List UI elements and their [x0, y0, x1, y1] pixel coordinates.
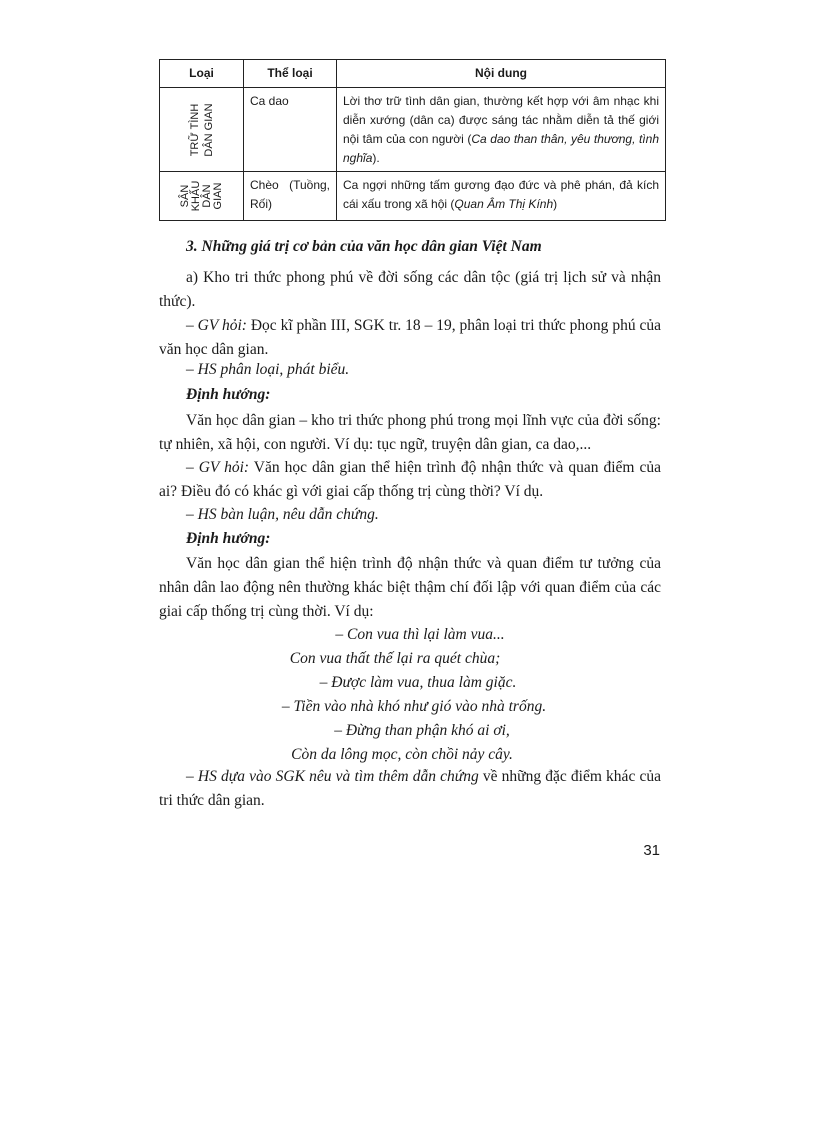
type-vertical-label: SÂN KHẤU DÂN GIAN	[178, 180, 224, 212]
header-genre: Thể loại	[244, 60, 337, 88]
guidance-label: Định hướng:	[186, 386, 271, 403]
genre-cell: Chèo (Tuồng, Rối)	[244, 172, 337, 221]
header-content: Nội dung	[337, 60, 666, 88]
table-row	[160, 172, 666, 221]
type-cell	[160, 172, 244, 221]
poem-line: Còn da lông mọc, còn chồi nảy cây.	[291, 746, 513, 763]
genre-cell: Ca dao	[244, 88, 337, 172]
paragraph-knowledge: a) Kho tri thức phong phú về đời sống các dân tộc (giá trị lịch sử và nhận thức).	[159, 269, 661, 310]
type-vertical-label: TRỮ TÌNH DÂN GIAN	[188, 102, 215, 157]
poem-line: Con vua thất thế lại ra quét chùa;	[289, 650, 501, 667]
student-task: – HS phân loại, phát biểu.	[186, 361, 350, 378]
guidance-paragraph: Văn học dân gian thể hiện trình độ nhận thức và quan điểm tư tưởng của nhân dân lao động nên thường khác biệt thậm chí đối lập với quan điểm của các giai cấp thống trị cùng thời. Ví dụ:	[159, 555, 661, 620]
poem-line: – Được làm vua, thua làm giặc.	[319, 674, 517, 691]
type-cell	[160, 88, 244, 172]
page-number: 31	[643, 842, 660, 859]
student-task: – HS bàn luận, nêu dẫn chứng.	[186, 506, 379, 523]
guidance-paragraph: Văn học dân gian – kho tri thức phong phú trong mọi lĩnh vực của đời sống: tự nhiên, xã hội, con người. Ví dụ: tục ngữ, truyện dân gian, ca dao,...	[159, 412, 661, 453]
content-table	[159, 59, 666, 221]
table-row	[160, 88, 666, 172]
poem-line: – Tiền vào nhà khó như gió vào nhà trống.	[281, 698, 547, 715]
section-heading: 3. Những giá trị cơ bản của văn học dân gian Việt Nam	[186, 238, 542, 255]
content-cell: Lời thơ trữ tình dân gian, thường kết hợp với âm nhạc khi diễn xướng (dân ca) được sáng tác nhằm diễn tả thế giới nội tâm của con người (Ca dao than thân, yêu thương, tình nghĩa).	[337, 88, 666, 172]
teacher-question: – GV hỏi: Văn học dân gian thể hiện trình độ nhận thức và quan điểm của ai? Điều đó có khác gì với giai cấp thống trị cùng thời? Ví dụ.	[159, 459, 661, 500]
poem-line: – Đừng than phận khó ai ơi,	[334, 722, 510, 739]
teacher-question: – GV hỏi: Đọc kĩ phần III, SGK tr. 18 – 19, phân loại tri thức phong phú của văn học dân gian.	[159, 317, 662, 358]
header-type: Loại	[160, 60, 244, 88]
poem-line: – Con vua thì lại làm vua...	[335, 626, 505, 643]
table-header-row	[160, 60, 666, 88]
content-cell: Ca ngợi những tấm gương đạo đức và phê phán, đả kích cái xấu trong xã hội (Quan Âm Thị Kính)	[337, 172, 666, 221]
student-task-final: – HS dựa vào SGK nêu và tìm thêm dẫn chứng về những đặc điểm khác của tri thức dân gian.	[159, 768, 661, 809]
guidance-label: Định hướng:	[186, 530, 271, 547]
